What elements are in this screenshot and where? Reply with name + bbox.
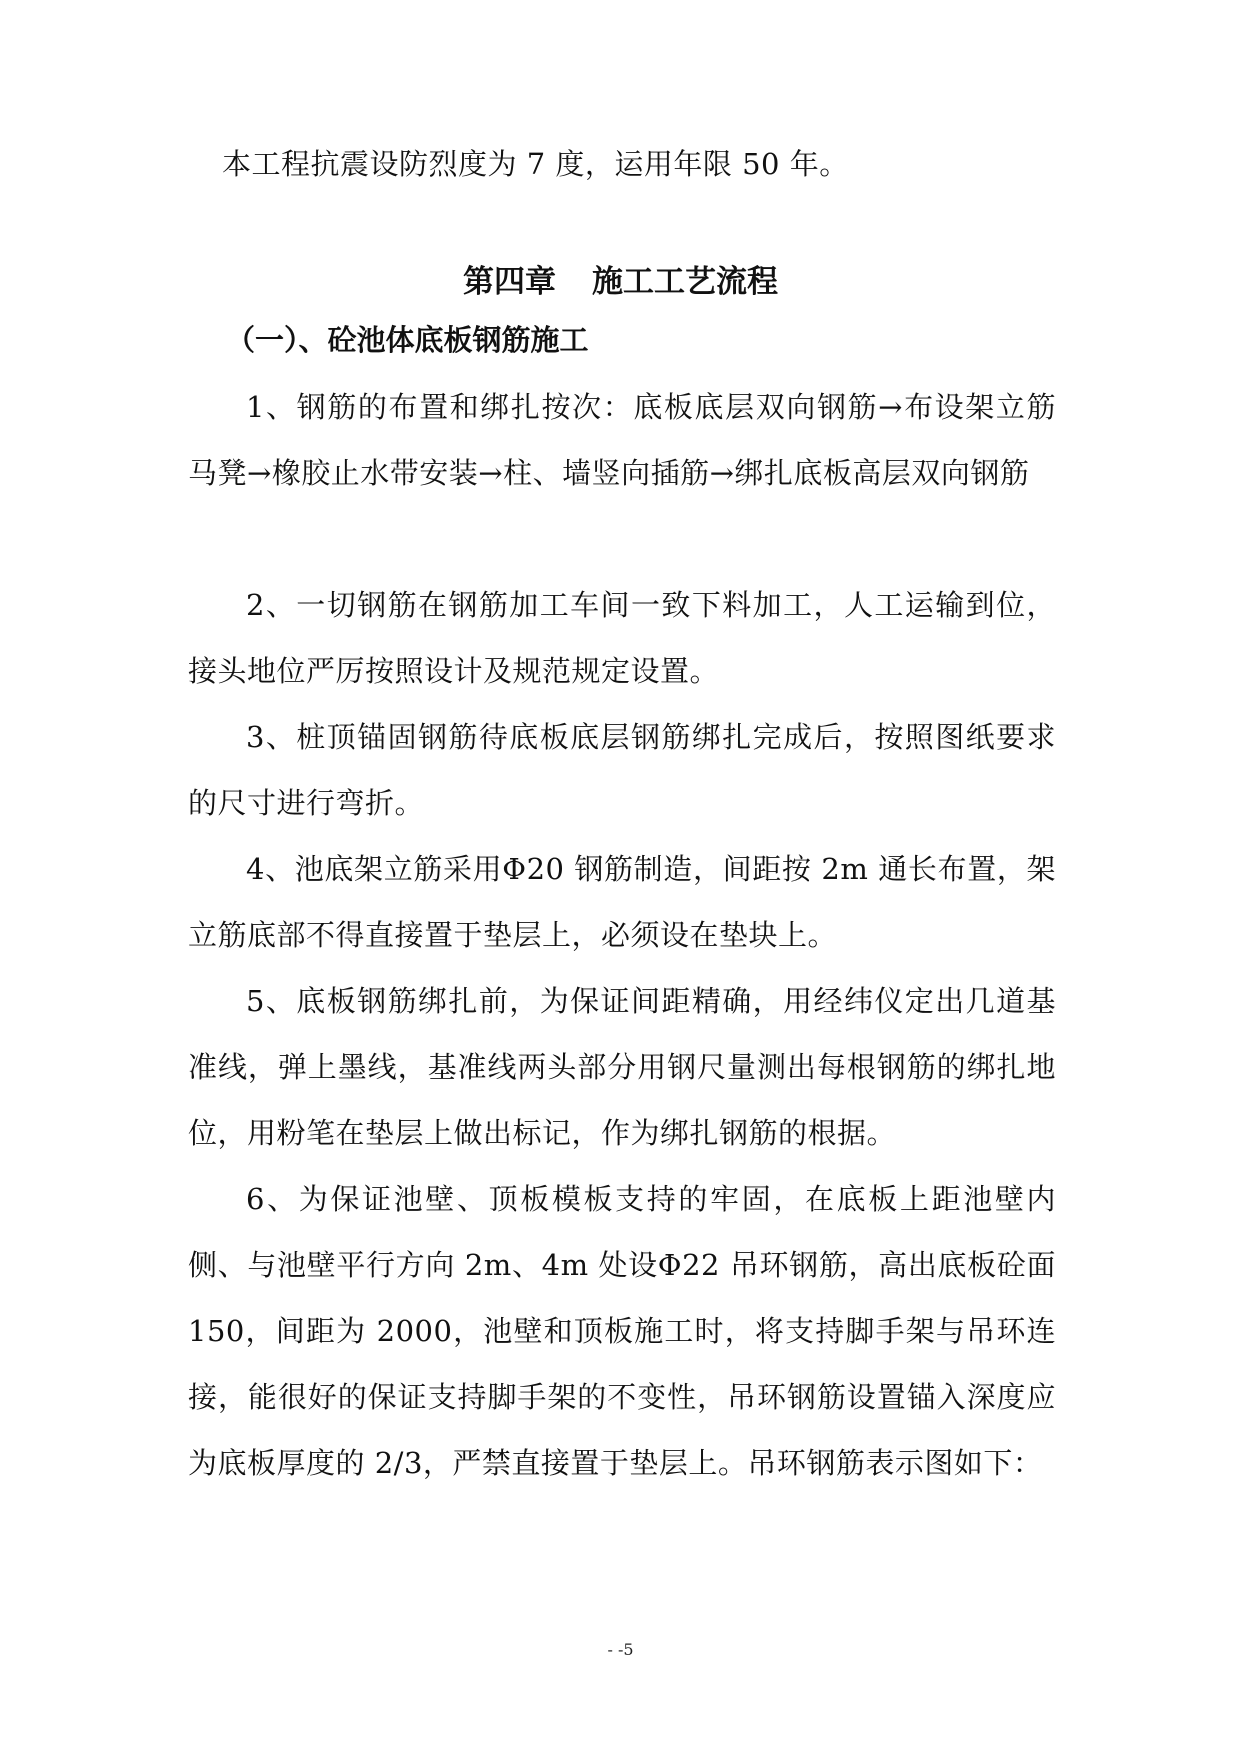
paragraph-4: 4、池底架立筋采用Φ20 钢筋制造，间距按 2m 通长布置，架立筋底部不得直接置于垫层上，必须设在垫块上。: [188, 852, 1056, 952]
section-heading: （一）、砼池体底板钢筋施工: [226, 323, 589, 357]
chapter-number: 第四章: [463, 264, 556, 300]
chapter-title: 施工工艺流程: [592, 264, 778, 300]
paragraph-6: 6、为保证池壁、顶板模板支持的牢固，在底板上距池壁内侧、与池壁平行方向 2m、4m 处设Φ22 吊环钢筋，高出底板砼面 150，间距为 2000，池壁和顶板施工时，将支持脚手架与吊环连接，能很好的保证支持脚手架的不变性，吊环钢筋设置锚入深度应为底板厚度的 2/3，严禁直接置于垫层上。吊环钢筋表示图如下：: [188, 1182, 1056, 1480]
paragraph-3: 3、桩顶锚固钢筋待底板底层钢筋绑扎完成后，按照图纸要求的尺寸进行弯折。: [188, 720, 1056, 820]
paragraph-5: 5、底板钢筋绑扎前，为保证间距精确，用经纬仪定出几道基准线，弹上墨线，基准线两头部分用钢尺量测出每根钢筋的绑扎地位，用粉笔在垫层上做出标记，作为绑扎钢筋的根据。: [188, 984, 1056, 1150]
paragraph-1: 1、钢筋的布置和绑扎按次：底板底层双向钢筋→布设架立筋马凳→橡胶止水带安装→柱、墙竖向插筋→绑扎底板高层双向钢筋: [188, 390, 1056, 490]
page-number: - -5: [607, 1640, 634, 1659]
chapter-heading: [0, 262, 1241, 302]
intro-line: 本工程抗震设防烈度为 7 度，运用年限 50 年。: [222, 147, 849, 181]
paragraph-2: 2、一切钢筋在钢筋加工车间一致下料加工，人工运输到位，接头地位严厉按照设计及规范规定设置。: [188, 588, 1056, 688]
